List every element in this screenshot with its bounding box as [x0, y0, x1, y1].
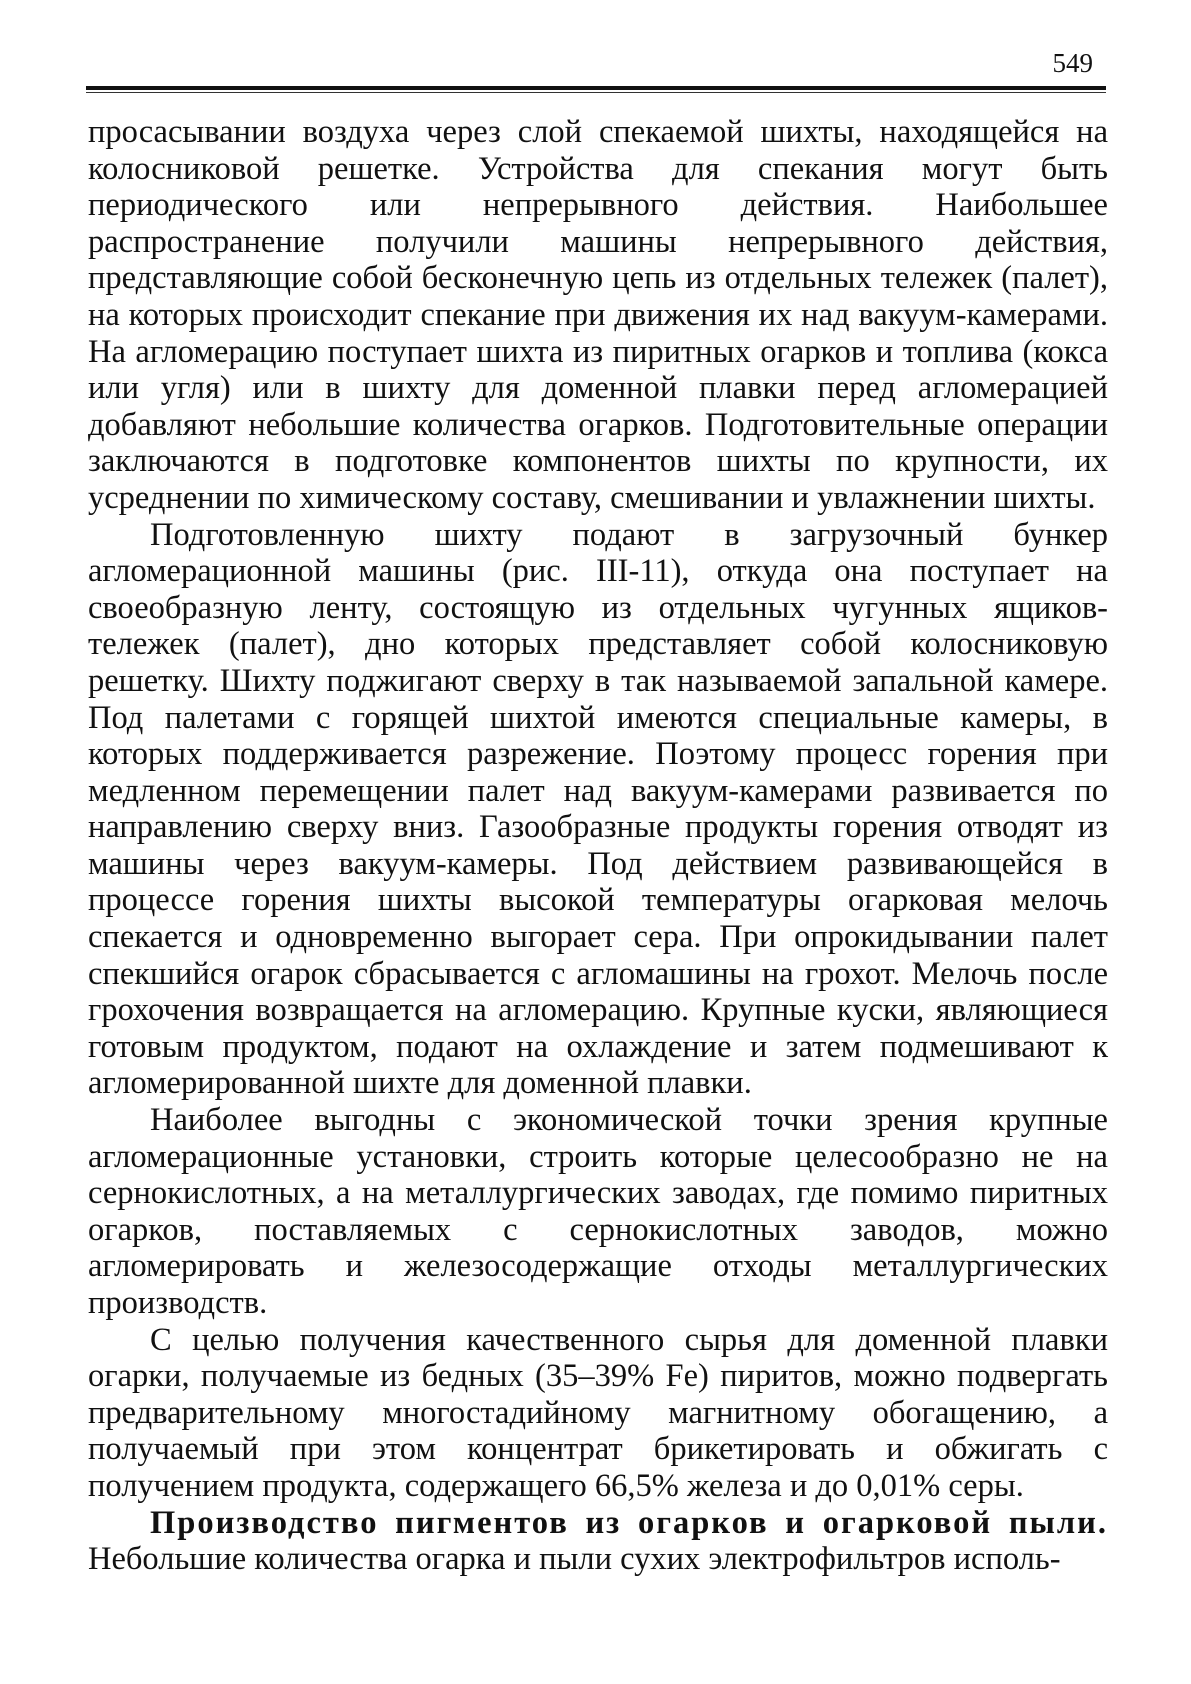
- body-text: [88, 114, 1108, 1578]
- paragraph-3-text: Наиболее выгодны с экономической точки зрения крупные агломерационные установки, строить которые целесообразно не на сернокислотных, а на металлургических заводах, где помимо пиритных огарков, поставляемых с сернокислотных заводов, можно агломерировать и железосодержащие отходы металлургических производств.: [88, 1102, 1108, 1321]
- paragraph-5: [88, 1505, 1108, 1578]
- paragraph-4-text: С целью получения качественного сырья для доменной плавки огарки, получаемые из бедных (35–39% Fe) пиритов, можно подвергать предварительному многостадийному магнитному обогащению, а получаемый при этом концентрат брикетировать и обжигать с получением продукта, содержащего 66,5% железа и до 0,01% серы.: [88, 1321, 1108, 1504]
- paragraph-1-text: просасывании воздуха через слой спекаемой шихты, находящейся на колосниковой решетке. Устройства для спекания могут быть периодического или непрерывного действия. Наибольшее распространение получили машины непрерывного действия, представляющие собой бесконечную цепь из отдельных тележек (палет), на которых происходит спекание при движения их над вакуум-камерами. На агломерацию поступает шихта из пиритных огарков и топлива (кокса или угля) или в шихту для доменной плавки перед агломерацией добавляют небольшие количества огарков. Подготовительные операции заключаются в подготовке компонентов шихты по крупности, их усреднении по химическому составу, смешивании и увлажнении шихты.: [88, 114, 1108, 516]
- paragraph-5-text: Небольшие количества огарка и пыли сухих электрофильтров исполь-: [88, 1541, 1061, 1578]
- section-run-in-heading: Производство пигментов из огарков и огарковой пыли.: [150, 1504, 1108, 1541]
- header-rule: [86, 86, 1106, 90]
- paragraph-2-text: Подготовленную шихту подают в загрузочный бункер агломерационной машины (рис. III-11), откуда она поступает на своеобразную ленту, состоящую из отдельных чугунных ящиков-тележек (палет), дно которых представляет собой колосниковую решетку. Шихту поджигают сверху в так называемой запальной камере. Под палетами с горящей шихтой имеются специальные камеры, в которых поддерживается разрежение. Поэтому процесс горения при медленном перемещении палет над вакуум-камерами развивается по направлению сверху вниз. Газообразные продукты горения отводят из машины через вакуум-камеры. Под действием развивающейся в процессе горения шихты высокой температуры огарковая мелочь спекается и одновременно выгорает сера. При опрокидывании палет спекшийся огарок сбрасывается с агломашины на грохот. Мелочь после грохочения возвращается на агломерацию. Крупные куски, являющиеся готовым продуктом, подают на охлаждение и затем подмешивают к агломерированной шихте для доменной плавки.: [88, 516, 1108, 1102]
- paragraph-3: [88, 1102, 1108, 1322]
- paragraph-2: [88, 517, 1108, 1103]
- header-rule-thin: [86, 92, 1106, 93]
- paragraph-1: [88, 114, 1108, 517]
- page-number: 549: [1052, 48, 1093, 78]
- paragraph-4: [88, 1322, 1108, 1505]
